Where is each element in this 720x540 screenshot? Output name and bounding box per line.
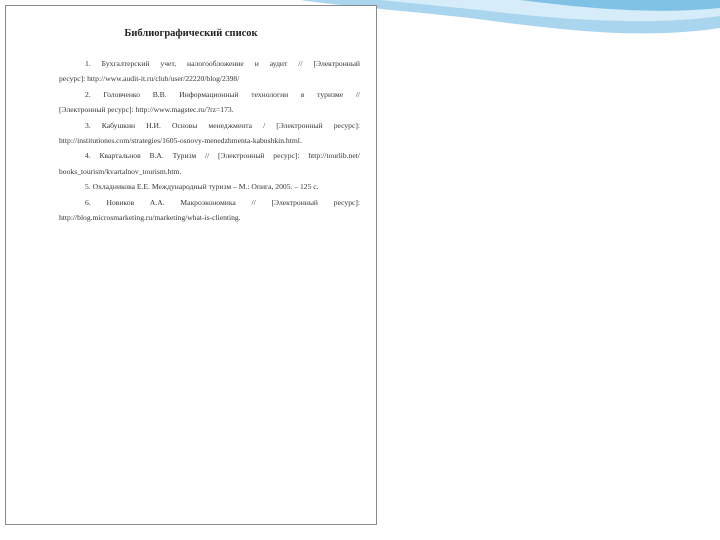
entry-line: 4. Квартальнов В.А. Туризм // [Электронный ресурс]: http://tourlib.net/ xyxy=(85,151,360,161)
entry-line: [Электронный ресурс]: http://www.magstec.ru/?rz=173. xyxy=(59,105,234,115)
bibliography-entry-4 xyxy=(59,148,360,179)
bibliography-entry-1 xyxy=(59,56,360,87)
entry-line: books_tourism/kvartalnov_tourism.htm. xyxy=(59,166,182,176)
entry-line: 1. Бухгалтерский учет, налогообложение и аудит // [Электронный xyxy=(85,59,360,68)
entry-line: 6. Новиков А.А. Макроэкономика // [Электронный ресурс]: xyxy=(85,197,360,207)
bibliography-entry-2 xyxy=(59,87,360,118)
entry-line: ресурс]: http://www.audit-it.ru/club/user/22220/blog/2398/ xyxy=(59,74,240,84)
document-page xyxy=(5,5,377,525)
bibliography-entry-6 xyxy=(59,195,360,226)
entry-line: 2. Головченко В.В. Информационный технологии в туризме // xyxy=(85,89,360,99)
bibliography-list xyxy=(59,56,360,225)
bibliography-entry-5 xyxy=(59,179,360,194)
entry-line: http://institutiones.com/strategies/1605-osnovy-menedzhmenta-kabushkin.html. xyxy=(59,135,302,145)
document-title: Библиографический список xyxy=(124,28,258,39)
entry-line: http://blog.microsmarketing.ru/marketing/what-is-clienting. xyxy=(59,212,241,222)
entry-line: 5. Охладникова Е.Е. Международный туризм – М.: Опига, 2005. – 125 с. xyxy=(85,182,319,192)
bibliography-entry-3 xyxy=(59,118,360,149)
entry-line: 3. Кабушкин Н.И. Основы менеджмента / [Электронный ресурс]: xyxy=(85,120,360,130)
